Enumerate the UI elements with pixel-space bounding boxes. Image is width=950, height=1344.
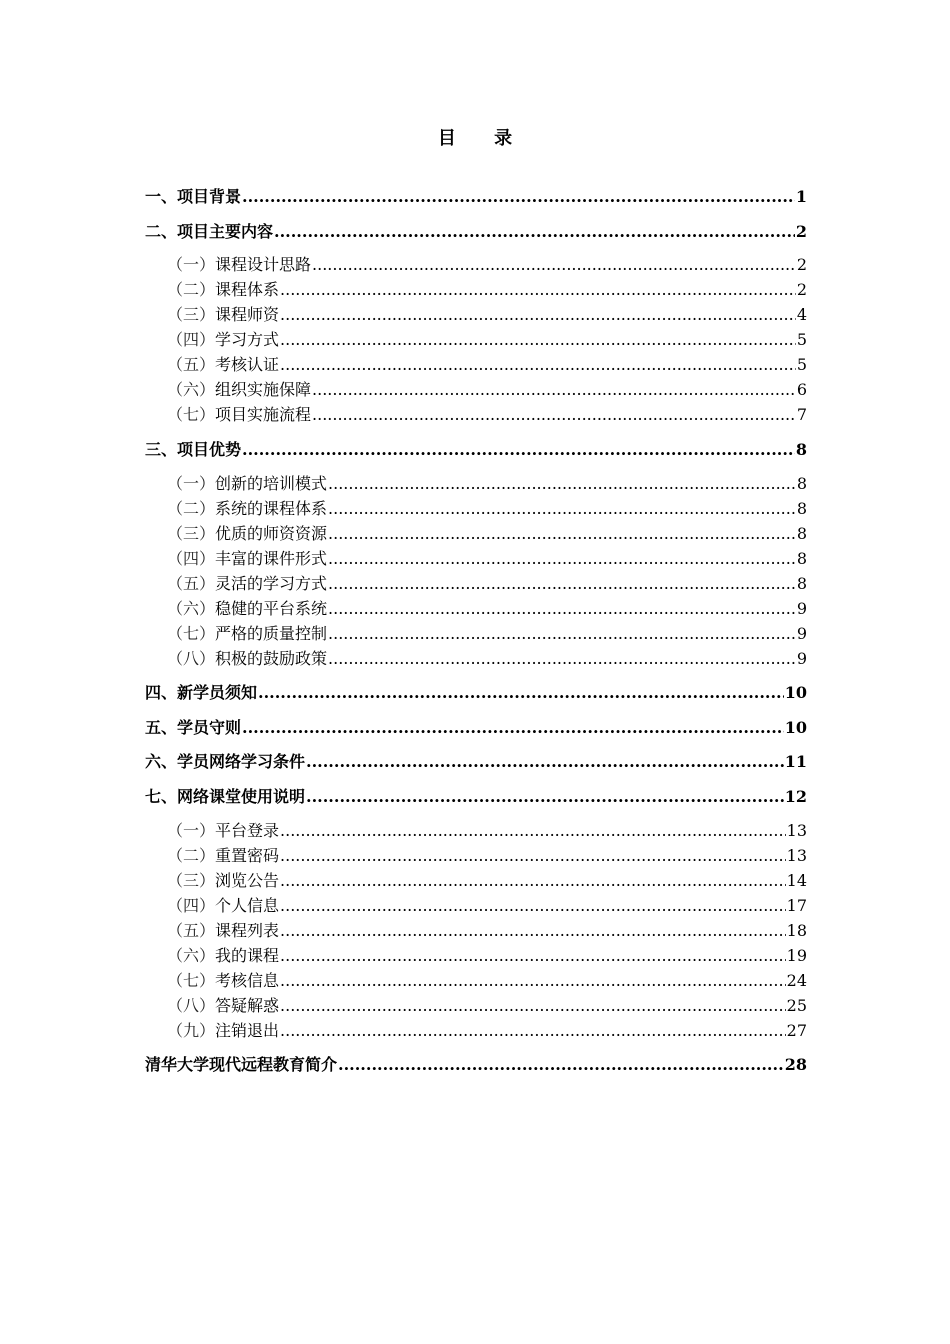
toc-entry-label: 积极的鼓励政策 (215, 649, 328, 668)
toc-entry-page-number: 6 (796, 380, 807, 399)
toc-entry-page-number: 2 (796, 255, 807, 274)
toc-entry-page-number: 10 (784, 683, 807, 702)
toc-entry-subsection[interactable] (167, 404, 807, 426)
toc-entry-label: 重置密码 (215, 846, 280, 865)
toc-entry-page-number: 19 (786, 946, 807, 965)
toc-entry-label: 浏览公告 (215, 871, 280, 890)
toc-entry-section[interactable] (145, 221, 807, 243)
toc-entry-label: 课程体系 (215, 280, 280, 299)
toc-entry-page-number: 8 (796, 549, 807, 568)
toc-entry-number: （六） (167, 946, 216, 965)
toc-entry-page-number: 11 (784, 752, 807, 771)
toc-entry-section[interactable] (145, 786, 807, 808)
toc-entry-page-number: 17 (786, 896, 807, 915)
toc-entry-label: 学习方式 (215, 330, 280, 349)
toc-dot-leader (280, 304, 796, 326)
toc-entry-page-number: 9 (796, 624, 807, 643)
toc-dot-leader (280, 945, 786, 967)
toc-entry-label: 答疑解惑 (215, 996, 280, 1015)
toc-entry-subsection[interactable] (167, 820, 807, 842)
toc-entry-subsection[interactable] (167, 279, 807, 301)
toc-entry-label: 课程列表 (215, 921, 280, 940)
toc-entry-subsection[interactable] (167, 498, 807, 520)
toc-entry-label: 严格的质量控制 (215, 624, 328, 643)
toc-dot-leader (258, 682, 784, 704)
toc-entry-number: （七） (167, 971, 216, 990)
toc-entry-section[interactable] (145, 1054, 807, 1076)
toc-entry-label: 四、新学员须知 (145, 683, 258, 702)
toc-dot-leader (280, 354, 796, 376)
toc-entry-label: 组织实施保障 (215, 380, 312, 399)
toc-entry-subsection[interactable] (167, 254, 807, 276)
toc-entry-page-number: 14 (786, 871, 807, 890)
toc-dot-leader (328, 623, 796, 645)
toc-dot-leader (312, 254, 796, 276)
toc-dot-leader (280, 329, 796, 351)
toc-entry-section[interactable] (145, 751, 807, 773)
toc-entry-number: （七） (167, 405, 216, 424)
toc-entry-label: 二、项目主要内容 (145, 222, 274, 241)
toc-entry-subsection[interactable] (167, 473, 807, 495)
toc-entry-label: 七、网络课堂使用说明 (145, 787, 306, 806)
toc-entry-number: （二） (167, 280, 216, 299)
toc-entry-label: 六、学员网络学习条件 (145, 752, 306, 771)
toc-entry-page-number: 2 (795, 222, 807, 241)
toc-entry-number: （三） (167, 305, 216, 324)
toc-entry-page-number: 13 (786, 846, 807, 865)
toc-entry-page-number: 27 (786, 1021, 807, 1040)
toc-entry-page-number: 9 (796, 599, 807, 618)
toc-entry-number: （一） (167, 255, 216, 274)
toc-entry-label: 稳健的平台系统 (215, 599, 328, 618)
toc-dot-leader (280, 870, 786, 892)
toc-dot-leader (242, 439, 795, 461)
toc-entry-page-number: 7 (796, 405, 807, 424)
toc-dot-leader (312, 404, 796, 426)
toc-dot-leader (280, 920, 786, 942)
toc-entry-number: （七） (167, 624, 216, 643)
toc-entry-number: （四） (167, 896, 216, 915)
toc-dot-leader (328, 523, 796, 545)
toc-entry-subsection[interactable] (167, 845, 807, 867)
toc-entry-number: （六） (167, 380, 216, 399)
toc-entry-number: （八） (167, 649, 216, 668)
toc-entry-subsection[interactable] (167, 648, 807, 670)
toc-entry-page-number: 24 (786, 971, 807, 990)
toc-dot-leader (328, 648, 796, 670)
toc-dot-leader (306, 751, 784, 773)
toc-entry-number: （二） (167, 499, 216, 518)
toc-entry-subsection[interactable] (167, 379, 807, 401)
toc-entry-page-number: 8 (796, 474, 807, 493)
toc-entry-subsection[interactable] (167, 870, 807, 892)
toc-entry-section[interactable] (145, 186, 807, 208)
toc-entry-page-number: 12 (784, 787, 807, 806)
toc-entry-label: 清华大学现代远程教育简介 (145, 1055, 338, 1074)
toc-entry-page-number: 5 (796, 355, 807, 374)
toc-entry-subsection[interactable] (167, 523, 807, 545)
toc-entry-page-number: 5 (796, 330, 807, 349)
toc-entry-page-number: 8 (796, 499, 807, 518)
toc-entry-label: 丰富的课件形式 (215, 549, 328, 568)
toc-entry-page-number: 8 (796, 574, 807, 593)
toc-dot-leader (338, 1054, 784, 1076)
toc-entry-number: （三） (167, 524, 216, 543)
toc-entry-label: 我的课程 (215, 946, 280, 965)
toc-entry-number: （六） (167, 599, 216, 618)
toc-dot-leader (328, 473, 796, 495)
toc-entry-page-number: 9 (796, 649, 807, 668)
toc-entry-page-number: 25 (786, 996, 807, 1015)
toc-entry-number: （五） (167, 355, 216, 374)
toc-entry-number: （五） (167, 574, 216, 593)
toc-entry-label: 优质的师资资源 (215, 524, 328, 543)
toc-dot-leader (280, 970, 786, 992)
toc-entry-section[interactable] (145, 682, 807, 704)
toc-entry-subsection[interactable] (167, 945, 807, 967)
toc-entry-subsection[interactable] (167, 623, 807, 645)
toc-entry-label: 课程设计思路 (215, 255, 312, 274)
toc-dot-leader (328, 548, 796, 570)
toc-entry-label: 一、项目背景 (145, 187, 242, 206)
toc-entry-page-number: 8 (795, 440, 807, 459)
toc-entry-page-number: 13 (786, 821, 807, 840)
toc-entry-subsection[interactable] (167, 573, 807, 595)
toc-entry-number: （一） (167, 821, 216, 840)
toc-dot-leader (306, 786, 784, 808)
toc-dot-leader (280, 1020, 786, 1042)
toc-entry-subsection[interactable] (167, 304, 807, 326)
toc-entry-page-number: 2 (796, 280, 807, 299)
toc-dot-leader (280, 845, 786, 867)
toc-entry-subsection[interactable] (167, 970, 807, 992)
toc-entry-label: 三、项目优势 (145, 440, 242, 459)
toc-dot-leader (242, 717, 784, 739)
toc-entry-page-number: 8 (796, 524, 807, 543)
toc-entry-page-number: 1 (795, 187, 807, 206)
toc-entry-number: （四） (167, 549, 216, 568)
toc-dot-leader (312, 379, 796, 401)
toc-entry-label: 五、学员守则 (145, 718, 242, 737)
toc-entry-number: （五） (167, 921, 216, 940)
toc-entry-number: （八） (167, 996, 216, 1015)
toc-entry-subsection[interactable] (167, 329, 807, 351)
toc-dot-leader (280, 820, 786, 842)
toc-entry-label: 平台登录 (215, 821, 280, 840)
toc-entry-subsection[interactable] (167, 548, 807, 570)
toc-entry-number: （四） (167, 330, 216, 349)
toc-entry-subsection[interactable] (167, 354, 807, 376)
toc-dot-leader (280, 995, 786, 1017)
toc-entry-label: 注销退出 (215, 1021, 280, 1040)
toc-dot-leader (328, 573, 796, 595)
toc-entry-subsection[interactable] (167, 995, 807, 1017)
toc-entry-label: 个人信息 (215, 896, 280, 915)
toc-title: 目 录 (437, 128, 529, 149)
toc-entry-subsection[interactable] (167, 598, 807, 620)
toc-dot-leader (328, 598, 796, 620)
toc-entry-page-number: 18 (786, 921, 807, 940)
toc-entry-page-number: 4 (796, 305, 807, 324)
toc-entry-number: （九） (167, 1021, 216, 1040)
toc-entry-section[interactable] (145, 439, 807, 461)
toc-entry-subsection[interactable] (167, 895, 807, 917)
toc-entry-number: （三） (167, 871, 216, 890)
toc-dot-leader (328, 498, 796, 520)
toc-entry-label: 创新的培训模式 (215, 474, 328, 493)
toc-entry-label: 课程师资 (215, 305, 280, 324)
toc-entry-subsection[interactable] (167, 920, 807, 942)
toc-entry-number: （一） (167, 474, 216, 493)
toc-entry-subsection[interactable] (167, 1020, 807, 1042)
toc-entry-section[interactable] (145, 717, 807, 739)
toc-entry-page-number: 10 (784, 718, 807, 737)
toc-entry-number: （二） (167, 846, 216, 865)
toc-dot-leader (280, 279, 796, 301)
toc-entry-label: 灵活的学习方式 (215, 574, 328, 593)
toc-dot-leader (242, 186, 795, 208)
toc-entry-label: 考核信息 (215, 971, 280, 990)
toc-entry-label: 系统的课程体系 (215, 499, 328, 518)
toc-entry-label: 考核认证 (215, 355, 280, 374)
toc-dot-leader (280, 895, 786, 917)
toc-entry-label: 项目实施流程 (215, 405, 312, 424)
toc-entry-page-number: 28 (784, 1055, 807, 1074)
toc-dot-leader (274, 221, 795, 243)
